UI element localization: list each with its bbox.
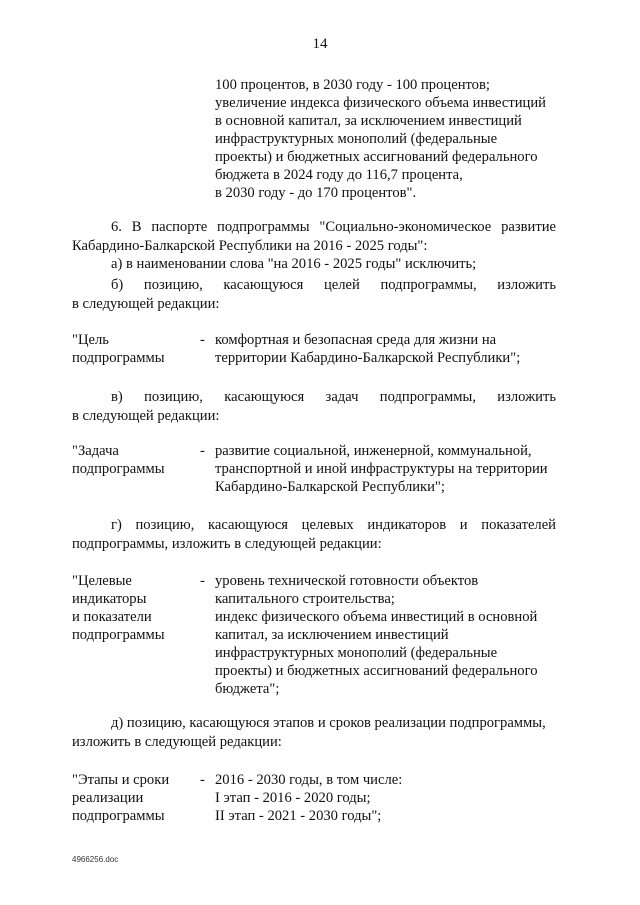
value-line: транспортной и иной инфраструктуры на территории [215, 461, 548, 477]
position-label [72, 331, 198, 367]
paragraph-line: д) позицию, касающуюся этапов и сроков реализации подпрограммы, [111, 715, 546, 731]
position-dash: - [200, 332, 205, 348]
label-line: индикаторы [72, 591, 147, 607]
paragraph-line: 6. В паспорте подпрограммы "Социально-экономическое развитие [111, 219, 556, 235]
paragraph-line: изложить в следующей редакции: [72, 733, 282, 750]
value-line: уровень технической готовности объектов [215, 573, 479, 589]
value-line: бюджета"; [215, 681, 280, 697]
position-label [72, 771, 198, 825]
page-number: 14 [312, 36, 328, 52]
label-line: и показатели [72, 609, 152, 625]
text-line: проекты) и бюджетных ассигнований федерального [215, 149, 538, 165]
paragraph-line: в следующей редакции: [72, 295, 220, 312]
paragraph-item-6 [72, 218, 556, 255]
label-line: "Задача [72, 443, 119, 459]
label-line: подпрограммы [72, 627, 165, 643]
paragraph-line: б) позицию, касающуюся целей подпрограммы, изложить [111, 277, 556, 293]
paragraph-line: в следующей редакции: [72, 407, 220, 424]
value-line: капитального строительства; [215, 591, 395, 607]
label-line: реализации [72, 790, 144, 806]
paragraph-line: г) позицию, касающуюся целевых индикаторов и показателей [111, 517, 556, 533]
position-label [72, 442, 198, 478]
value-line: II этап - 2021 - 2030 годы"; [215, 808, 382, 824]
paragraph-line: подпрограммы, изложить в следующей редакции: [72, 535, 382, 552]
label-line: "Цель [72, 332, 109, 348]
value-line: Кабардино-Балкарской Республики"; [215, 479, 445, 495]
paragraph-line: в) позицию, касающуюся задач подпрограммы, изложить [111, 389, 556, 405]
continuation-text [215, 76, 575, 202]
paragraph-item-b [72, 276, 556, 313]
text-line: инфраструктурных монополий (федеральные [215, 131, 498, 147]
text-line: 100 процентов, в 2030 году - 100 процентов; [215, 77, 490, 93]
paragraph-item-g [72, 516, 556, 553]
text-line: бюджета в 2024 году до 116,7 процента, [215, 167, 463, 183]
position-value [215, 771, 575, 825]
value-line: инфраструктурных монополий (федеральные [215, 645, 498, 661]
value-line: развитие социальной, инженерной, коммунальной, [215, 443, 532, 459]
paragraph-item-a [72, 255, 556, 274]
value-line: территории Кабардино-Балкарской Республики"; [215, 350, 521, 366]
label-line: "Этапы и сроки [72, 772, 170, 788]
label-line: подпрограммы [72, 461, 165, 477]
label-line: подпрограммы [72, 350, 165, 366]
label-line: подпрограммы [72, 808, 165, 824]
position-dash: - [200, 573, 205, 589]
position-dash: - [200, 772, 205, 788]
value-line: 2016 - 2030 годы, в том числе: [215, 772, 403, 788]
label-line: "Целевые [72, 573, 132, 589]
value-line: индекс физического объема инвестиций в основной [215, 609, 538, 625]
position-label [72, 572, 198, 644]
text-line: в 2030 году - до 170 процентов". [215, 185, 417, 201]
text-line: в основной капитал, за исключением инвестиций [215, 113, 522, 129]
value-line: комфортная и безопасная среда для жизни на [215, 332, 497, 348]
position-dash: - [200, 443, 205, 459]
position-value [215, 572, 575, 698]
text-line: увеличение индекса физического объема инвестиций [215, 95, 546, 111]
paragraph-line: Кабардино-Балкарской Республики на 2016 - 2025 годы": [72, 237, 428, 254]
value-line: капитал, за исключением инвестиций [215, 627, 449, 643]
footer-doc-code: 4966256.doc [72, 855, 119, 864]
position-value [215, 442, 575, 496]
paragraph-item-v [72, 388, 556, 425]
value-line: проекты) и бюджетных ассигнований федерального [215, 663, 538, 679]
value-line: I этап - 2016 - 2020 годы; [215, 790, 371, 806]
position-value [215, 331, 575, 367]
paragraph-item-d [72, 714, 556, 751]
paragraph-line: а) в наименовании слова "на 2016 - 2025 годы" исключить; [111, 256, 477, 272]
